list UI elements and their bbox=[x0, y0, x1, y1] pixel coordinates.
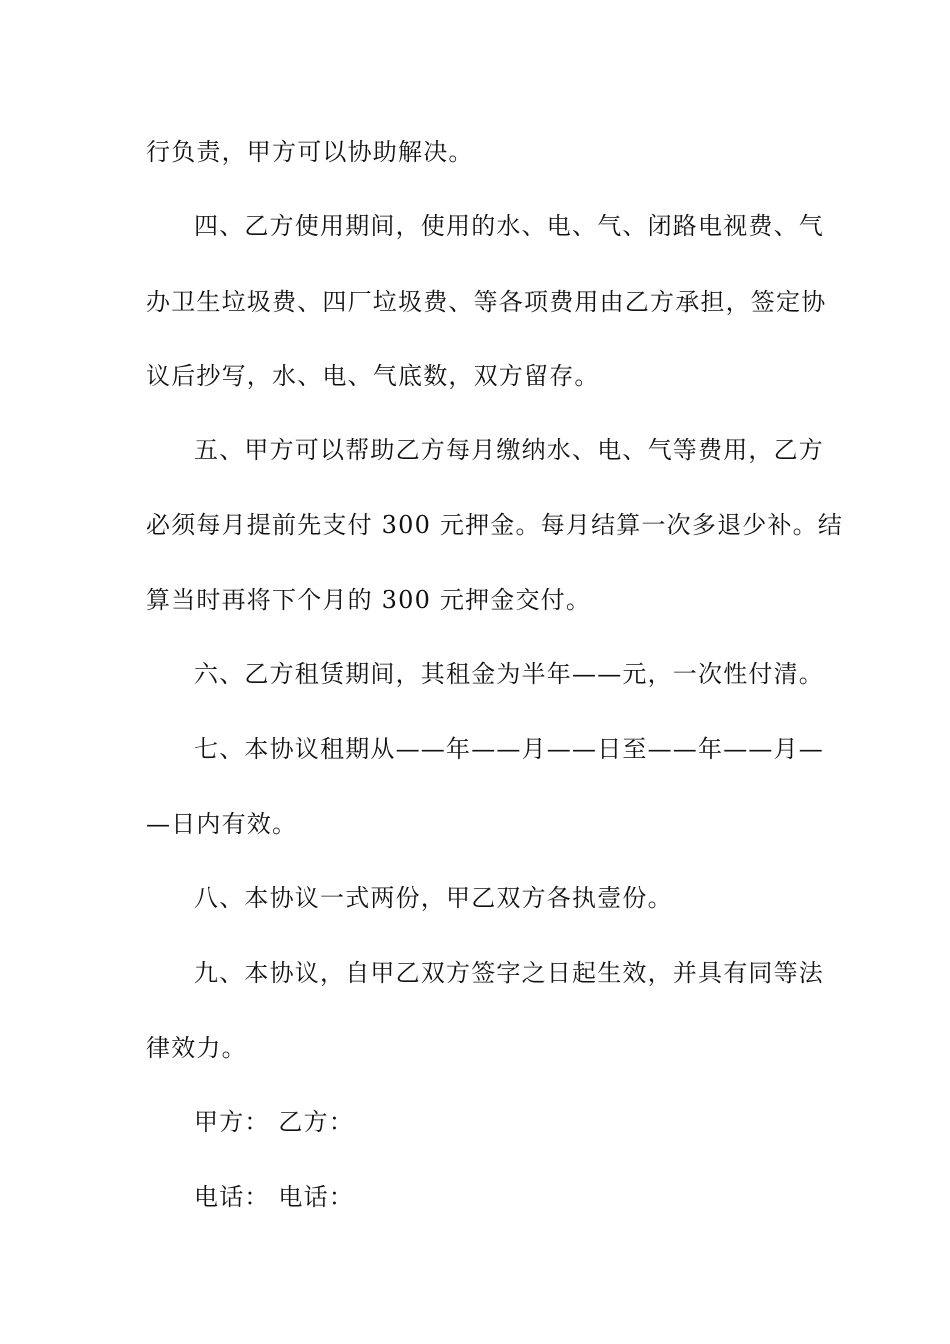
signature-party-line: 甲方： 乙方： bbox=[194, 1108, 355, 1136]
clause-9-line-2: 律效力。 bbox=[146, 1034, 247, 1062]
clause-5-line-1: 五、甲方可以帮助乙方每月缴纳水、电、气等费用，乙方 bbox=[194, 436, 824, 464]
clause-9-line-1: 九、本协议，自甲乙双方签字之日起生效，并具有同等法 bbox=[194, 959, 824, 987]
clause-7-line-1: 七、本协议租期从——年——月——日至——年——月— bbox=[194, 735, 824, 763]
clause-8-line-1: 八、本协议一式两份，甲乙双方各执壹份。 bbox=[194, 884, 673, 912]
clause-6-line-1: 六、乙方租赁期间，其租金为半年——元，一次性付清。 bbox=[194, 660, 824, 688]
text-line-continuation: 行负责，甲方可以协助解决。 bbox=[146, 138, 474, 166]
phone-line: 电话： 电话： bbox=[194, 1183, 355, 1211]
clause-7-line-2: —日内有效。 bbox=[146, 810, 298, 838]
clause-4-line-2: 办卫生垃圾费、四厂垃圾费、等各项费用由乙方承担，签定协 bbox=[146, 288, 827, 316]
clause-5-line-3: 算当时再将下个月的 300 元押金交付。 bbox=[146, 586, 592, 614]
clause-4-line-1: 四、乙方使用期间，使用的水、电、气、闭路电视费、气 bbox=[194, 212, 824, 240]
clause-4-line-3: 议后抄写，水、电、气底数，双方留存。 bbox=[146, 362, 600, 390]
clause-5-line-2: 必须每月提前先支付 300 元押金。每月结算一次多退少补。结 bbox=[146, 511, 844, 539]
